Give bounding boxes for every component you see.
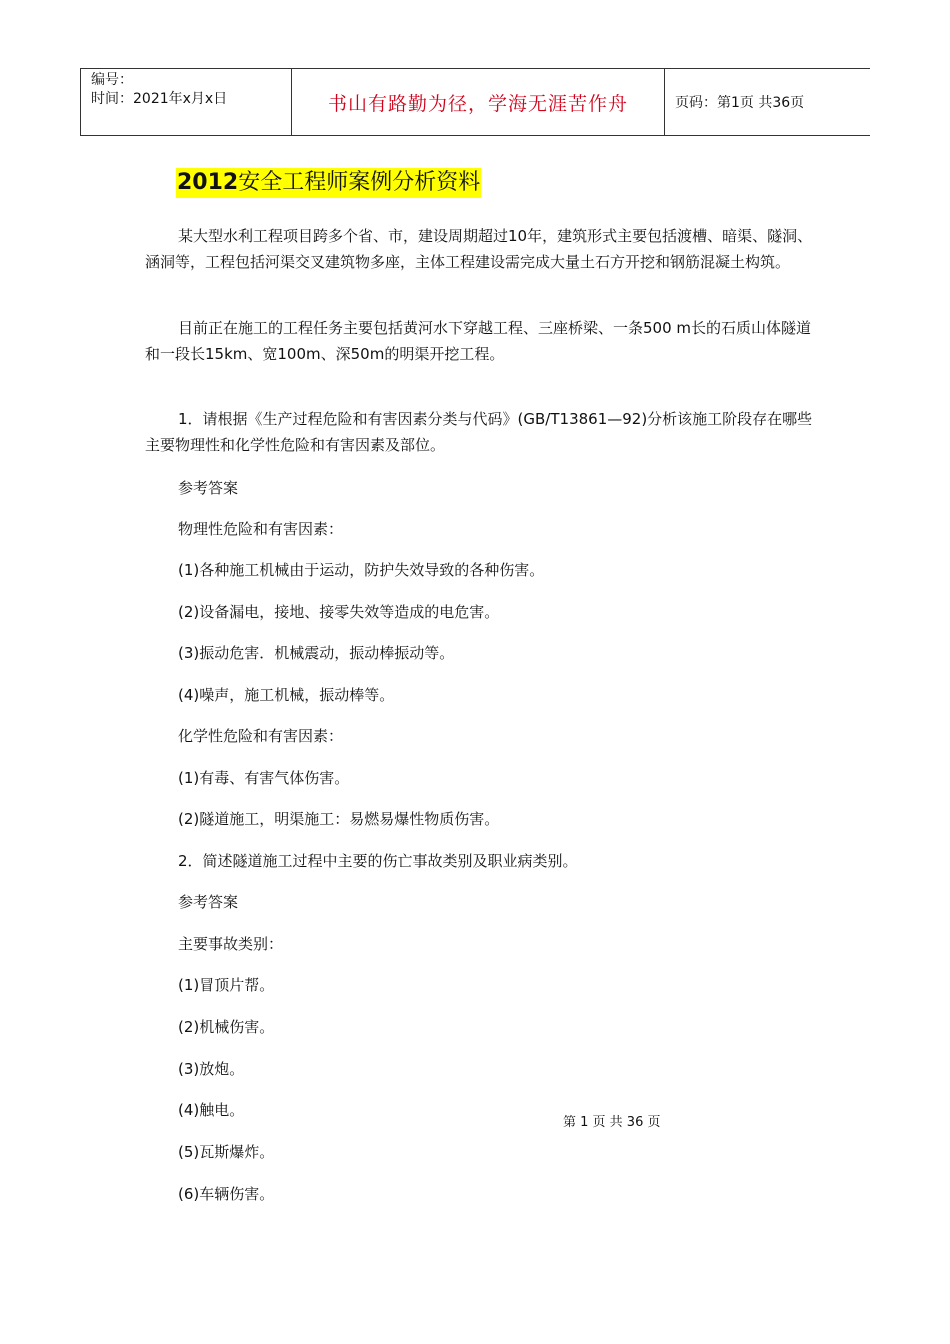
intro-paragraph-1: 某大型水利工程项目跨多个省、市，建设周期超过10年，建筑形式主要包括渡槽、暗渠、隧洞、涵洞等，工程包括河渠交叉建筑物多座，主体工程建设需完成大量土石方开挖和钢筋混凝土构筑。 (145, 227, 813, 271)
document-title (176, 168, 481, 198)
q1-answer-label: 参考答案 (178, 479, 239, 497)
physical-heading: 物理性危险和有害因素： (178, 520, 344, 538)
physical-item: (2)设备漏电，接地、接零失效等造成的电危害。 (178, 603, 500, 621)
chemical-heading: 化学性危险和有害因素： (178, 727, 344, 745)
accident-item: (5)瓦斯爆炸。 (178, 1143, 275, 1161)
question-1: 1．请根据《生产过程危险和有害因素分类与代码》(GB/T13861—92)分析该施工阶段存在哪些主要物理性和化学性危险和有害因素及部位。 (145, 410, 813, 454)
accident-item: (4)触电。 (178, 1101, 245, 1119)
header-page-code: 页码：第1页 共36页 (665, 69, 871, 136)
intro-paragraph-2: 目前正在施工的工程任务主要包括黄河水下穿越工程、三座桥梁、一条500 m长的石质山体隧道和一段长15km、宽100m、深50m的明渠开挖工程。 (145, 319, 812, 363)
question-2: 2．简述隧道施工过程中主要的伤亡事故类别及职业病类别。 (178, 852, 578, 870)
number-label: 编号： (91, 72, 133, 88)
accident-item: (3)放炮。 (178, 1060, 245, 1078)
accident-item: (1)冒顶片帮。 (178, 976, 275, 994)
time-label: 时间：2021年x月x日 (91, 91, 228, 107)
title-year: 2012 (177, 170, 239, 195)
document-header-table (80, 68, 870, 136)
physical-item: (1)各种施工机械由于运动，防护失效导致的各种伤害。 (178, 561, 545, 579)
chemical-item: (1)有毒、有害气体伤害。 (178, 769, 350, 787)
header-motto: 书山有路勤为径，学海无涯苦作舟 (292, 69, 665, 136)
title-text: 安全工程师案例分析资料 (238, 170, 481, 195)
chemical-item: (2)隧道施工，明渠施工：易燃易爆性物质伤害。 (178, 810, 500, 828)
physical-item: (3)振动危害．机械震动，振动棒振动等。 (178, 644, 455, 662)
accident-item: (2)机械伤害。 (178, 1018, 275, 1036)
header-info-cell (81, 69, 292, 136)
page-footer: 第 1 页 共 36 页 (563, 1115, 661, 1130)
physical-item: (4)噪声，施工机械，振动棒等。 (178, 686, 395, 704)
q2-answer-label: 参考答案 (178, 893, 239, 911)
accident-heading: 主要事故类别： (178, 935, 284, 953)
accident-item: (6)车辆伤害。 (178, 1185, 275, 1203)
